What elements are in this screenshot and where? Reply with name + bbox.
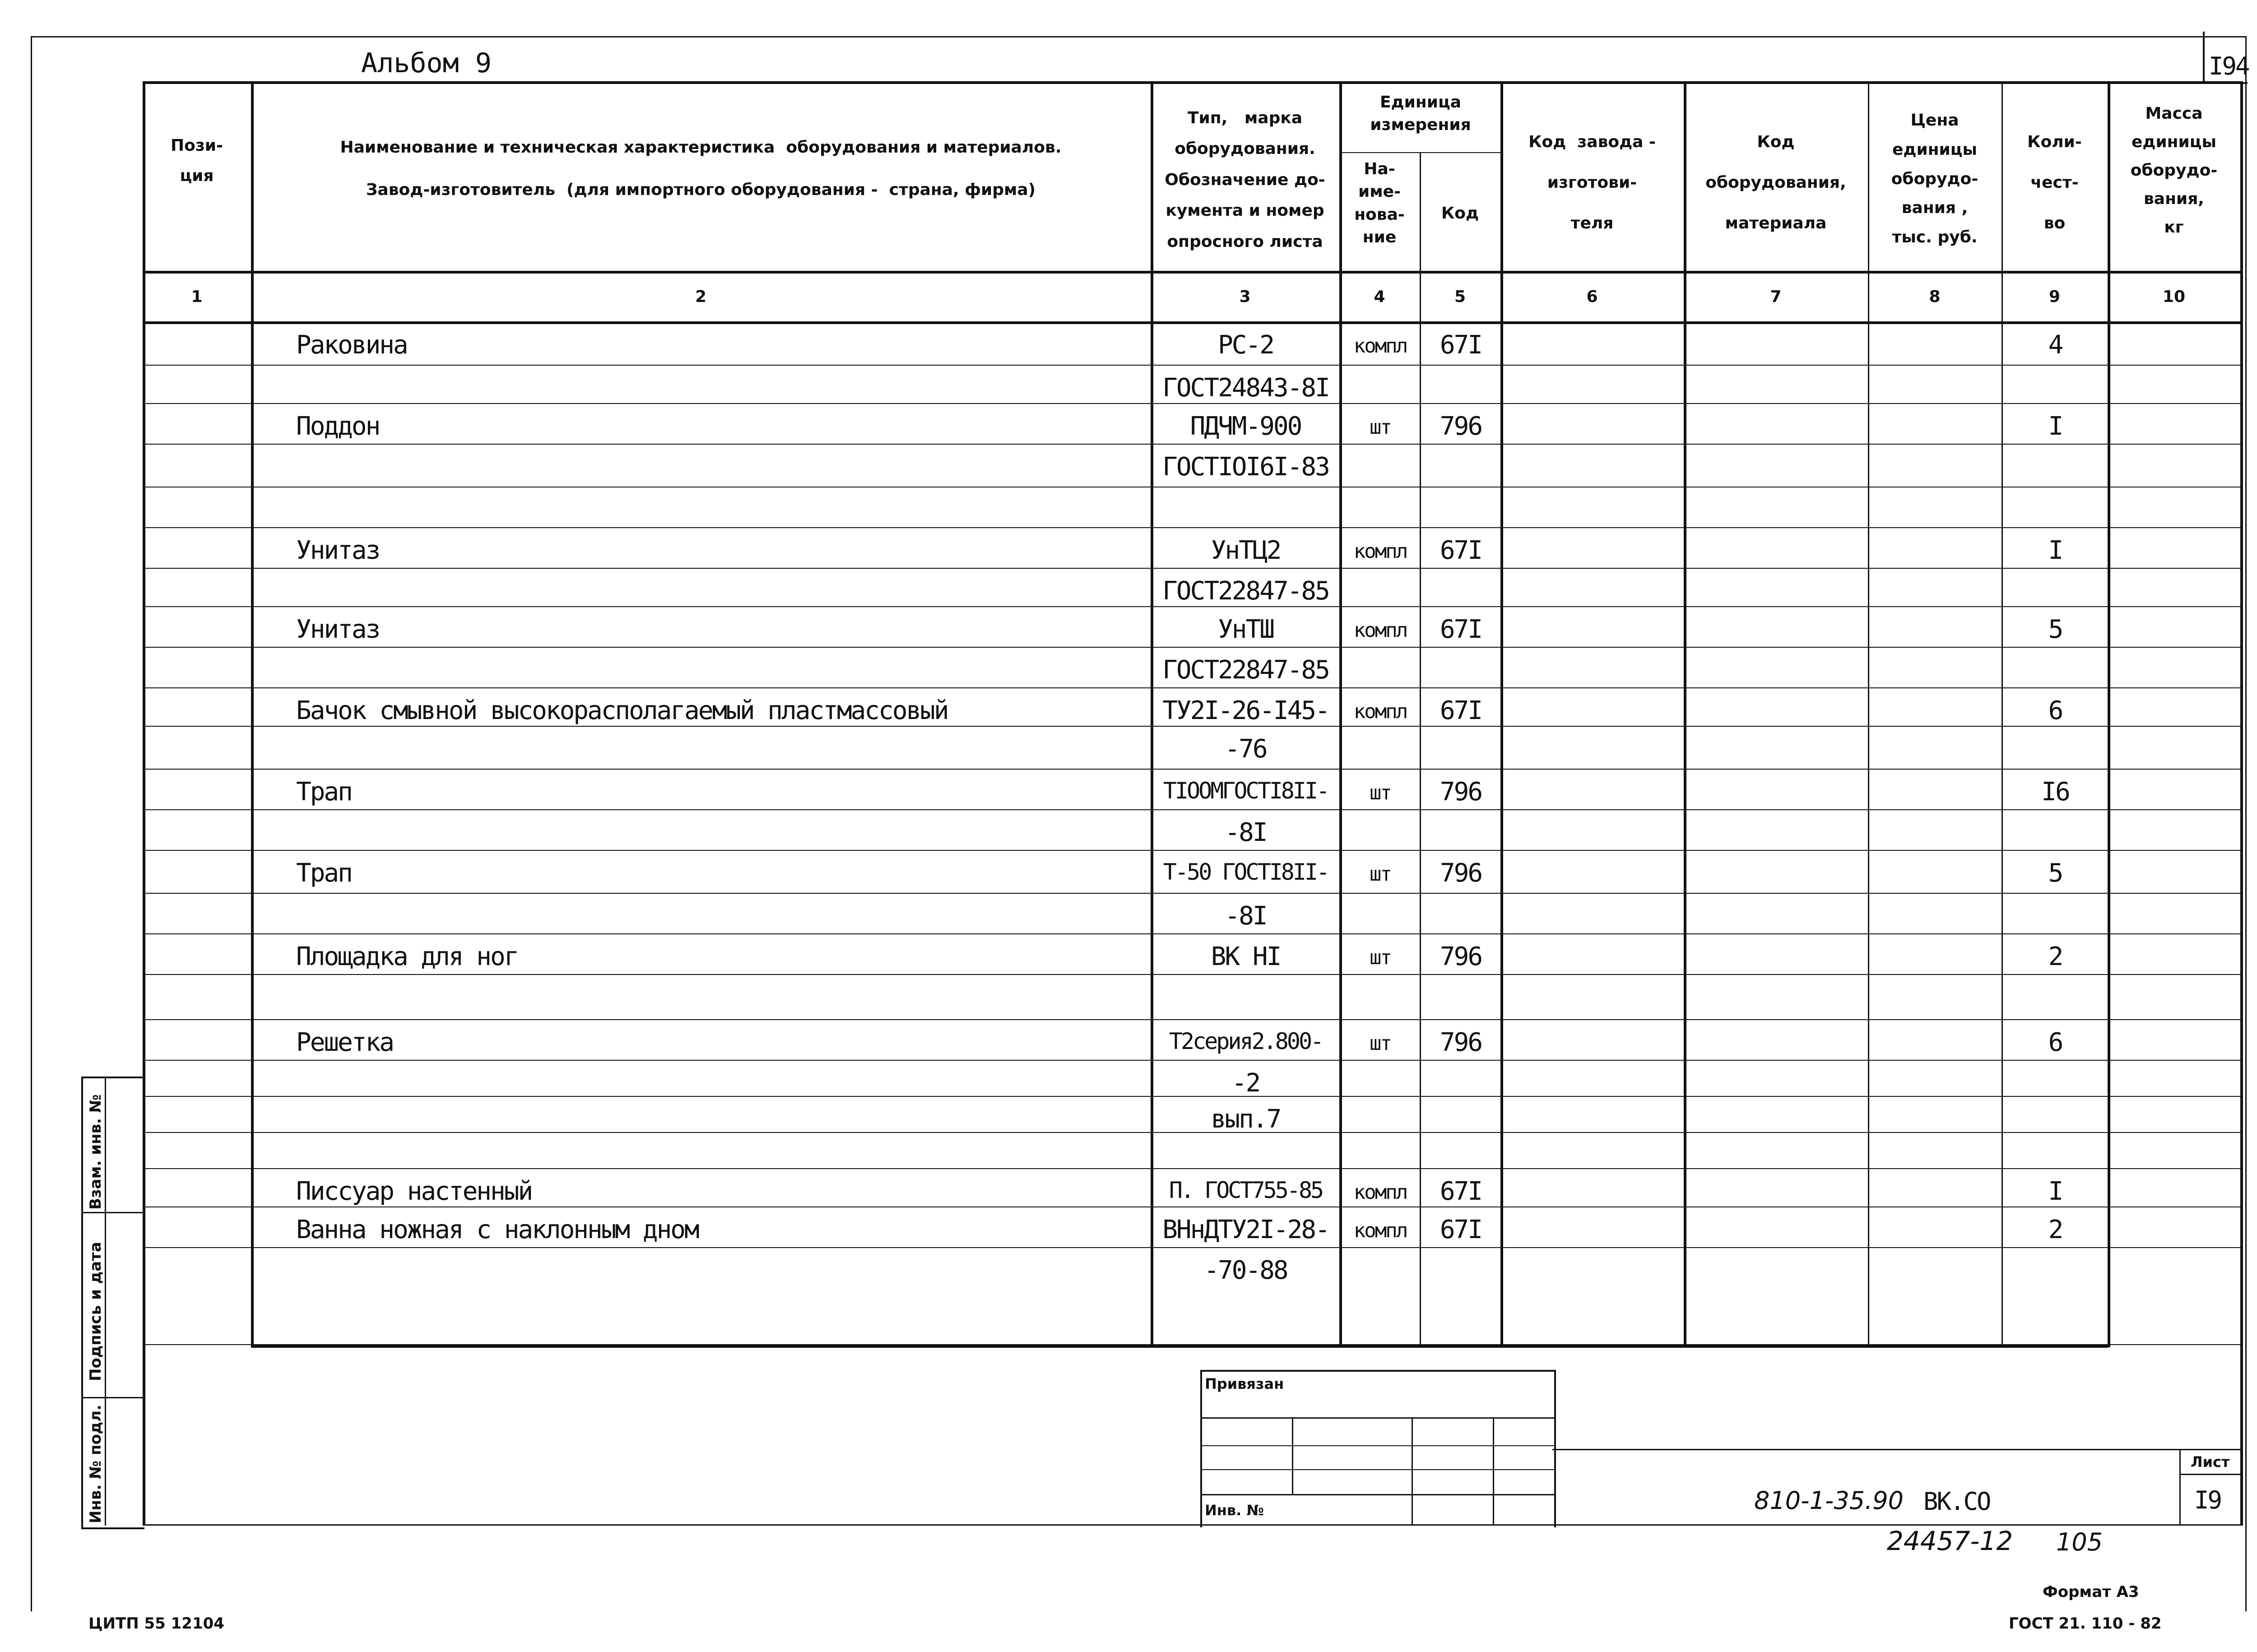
frame-top bbox=[31, 36, 2247, 37]
privyazan-line-4 bbox=[1200, 1494, 1554, 1495]
cell-name: Бачок смывной высокорасполагаемый пластмассовый bbox=[296, 696, 948, 725]
cell-type: -8I bbox=[1225, 818, 1267, 847]
album-title: Альбом 9 bbox=[361, 47, 492, 79]
cell-qty: I6 bbox=[2041, 777, 2069, 807]
cell-type: РС-2 bbox=[1218, 330, 1273, 360]
col-num-7: 7 bbox=[1770, 288, 1782, 306]
document-designation: 810-1-35.90 bbox=[1754, 1486, 1904, 1515]
cell-name: Поддон bbox=[296, 412, 380, 441]
side-stamp-line-1 bbox=[81, 1212, 143, 1213]
header-type: Тип, марка оборудования. Обозначение до- кумента и номер опросного листа bbox=[1165, 109, 1325, 251]
cell-qty: I bbox=[2048, 536, 2062, 565]
cell-type: П. ГОСТ755-85 bbox=[1169, 1177, 1323, 1203]
cell-code: 67I bbox=[1440, 1177, 1482, 1206]
cell-type: -76 bbox=[1225, 734, 1267, 764]
cell-type: вып.7 bbox=[1211, 1104, 1281, 1134]
table-row bbox=[143, 810, 2242, 851]
cell-qty: I bbox=[2048, 1177, 2062, 1206]
cell-name: Трап bbox=[296, 777, 352, 807]
cell-unit: шт bbox=[1370, 1032, 1391, 1055]
sheet-label: Лист bbox=[2191, 1453, 2230, 1471]
privyazan-line-2 bbox=[1200, 1445, 1554, 1446]
cell-code: 67I bbox=[1440, 615, 1482, 644]
cell-type: ПДЧМ-900 bbox=[1190, 412, 1301, 441]
header-bottom-line bbox=[143, 271, 2242, 274]
row-line bbox=[143, 1344, 2242, 1345]
col-num-9: 9 bbox=[2048, 288, 2061, 306]
cell-qty: 6 bbox=[2048, 1028, 2062, 1057]
col-num-8: 8 bbox=[1929, 288, 1941, 306]
header-equipment-code: Код оборудования, материала bbox=[1705, 133, 1846, 232]
cell-type: Т2серия2.800- bbox=[1169, 1028, 1323, 1054]
privyazan-col-3 bbox=[1493, 1417, 1494, 1526]
cell-name: Раковина bbox=[296, 330, 407, 360]
cell-unit: шт bbox=[1370, 946, 1391, 969]
col-num-10: 10 bbox=[2162, 288, 2186, 306]
cell-code: 67I bbox=[1440, 536, 1482, 565]
footer-format: Формат А3 bbox=[2043, 1583, 2139, 1601]
cell-type: Т-50 ГОСТI8II- bbox=[1163, 859, 1328, 885]
cell-code: 796 bbox=[1440, 777, 1482, 807]
handwritten-page: 105 bbox=[2056, 1528, 2103, 1556]
col-num-5: 5 bbox=[1454, 288, 1466, 306]
cell-name: Писсуар настенный bbox=[296, 1177, 532, 1206]
cell-unit: компл bbox=[1353, 334, 1407, 357]
cell-type: ГОСТ24843-8I bbox=[1162, 373, 1329, 403]
cell-qty: 6 bbox=[2048, 696, 2062, 725]
cell-name: Ванна ножная с наклонным дном bbox=[296, 1215, 698, 1244]
cell-type: ТУ2I-26-I45- bbox=[1162, 696, 1329, 725]
table-row bbox=[143, 770, 2242, 810]
cell-code: 796 bbox=[1440, 942, 1482, 971]
cell-qty: I bbox=[2048, 412, 2062, 441]
cell-code: 796 bbox=[1440, 412, 1482, 441]
table-row bbox=[143, 445, 2242, 487]
table-row bbox=[143, 404, 2242, 445]
table-row bbox=[143, 1133, 2242, 1169]
header-name: Наименование и техническая характеристика оборудования и материалов. Завод-изготовитель (для импортного оборудования - страна, фирма) bbox=[340, 138, 1062, 199]
handwritten-number: 24457-12 bbox=[1887, 1526, 2013, 1556]
cell-type: -8I bbox=[1225, 901, 1267, 931]
page-number: I94 bbox=[2209, 52, 2249, 80]
title-block-top bbox=[1552, 1449, 2242, 1450]
table-row bbox=[143, 934, 2242, 975]
cell-type: ВНнДТУ2I-28- bbox=[1162, 1215, 1329, 1244]
cell-type: -70-88 bbox=[1204, 1256, 1287, 1285]
cell-unit: компл bbox=[1353, 619, 1407, 642]
sheet-number: I9 bbox=[2194, 1486, 2221, 1514]
table-row bbox=[143, 688, 2242, 727]
cell-type: ВК HI bbox=[1211, 942, 1281, 971]
privyazan-col-2 bbox=[1412, 1417, 1413, 1526]
privyazan-line-3 bbox=[1200, 1469, 1554, 1470]
table-row bbox=[143, 569, 2242, 607]
cell-qty: 5 bbox=[2048, 615, 2062, 644]
spec-table bbox=[143, 81, 2242, 1526]
col-num-4: 4 bbox=[1374, 288, 1385, 306]
cell-type: -2 bbox=[1231, 1068, 1260, 1098]
cell-name: Площадка для ног bbox=[296, 942, 518, 971]
cell-type: TIOOMГОСТI8II- bbox=[1163, 778, 1328, 804]
table-row bbox=[143, 607, 2242, 648]
cell-type: ГОСТIОI6I-83 bbox=[1162, 452, 1329, 482]
cell-code: 796 bbox=[1440, 1028, 1482, 1057]
cell-name: Унитаз bbox=[296, 615, 380, 644]
table-row bbox=[143, 1169, 2242, 1207]
table-row bbox=[143, 894, 2242, 934]
cell-qty: 2 bbox=[2048, 1215, 2062, 1244]
cell-qty: 5 bbox=[2048, 858, 2062, 888]
cell-qty: 4 bbox=[2048, 330, 2062, 360]
privyazan-col-1 bbox=[1292, 1417, 1293, 1494]
cell-unit: компл bbox=[1353, 1219, 1407, 1242]
cell-code: 67I bbox=[1440, 696, 1482, 725]
cell-code: 67I bbox=[1440, 1215, 1482, 1244]
privyazan-label: Привязан bbox=[1205, 1375, 1284, 1392]
cell-name: Трап bbox=[296, 858, 352, 888]
table-top-line bbox=[143, 81, 2242, 84]
frame-right bbox=[2245, 36, 2247, 1611]
header-mass: Масса единицы оборудо- вания, кг bbox=[2130, 104, 2218, 237]
header-unit-name: На- име- нова- ние bbox=[1354, 160, 1405, 247]
table-row bbox=[143, 528, 2242, 569]
cell-qty: 2 bbox=[2048, 942, 2062, 971]
privyazan-line-1 bbox=[1200, 1417, 1554, 1419]
frame-left bbox=[31, 36, 32, 1611]
cell-name: Унитаз bbox=[296, 536, 380, 565]
table-row bbox=[143, 727, 2242, 770]
cell-type: ГОСТ22847-85 bbox=[1162, 655, 1329, 685]
side-label-replace: Взам. инв. № bbox=[87, 1094, 105, 1210]
header-unit-group: Единица измерения bbox=[1370, 93, 1471, 135]
document-type: ВК.СО bbox=[1923, 1487, 1990, 1516]
cell-unit: компл bbox=[1353, 700, 1407, 723]
table-row bbox=[143, 487, 2242, 528]
cell-type: ГОСТ22847-85 bbox=[1162, 576, 1329, 606]
cell-code: 67I bbox=[1440, 330, 1482, 360]
col-num-3: 3 bbox=[1239, 288, 1251, 306]
cell-unit: компл bbox=[1353, 540, 1407, 563]
side-label-inventory: Инв. № подл. bbox=[87, 1404, 105, 1523]
col-num-2: 2 bbox=[695, 288, 707, 306]
table-row bbox=[143, 1248, 2242, 1345]
table-row bbox=[143, 851, 2242, 894]
side-stamp-line-2 bbox=[81, 1397, 143, 1398]
cell-unit: шт bbox=[1370, 416, 1391, 439]
header-factory-code: Код завода - изготови- теля bbox=[1528, 133, 1656, 232]
side-label-signature: Подпись и дата bbox=[87, 1242, 105, 1381]
table-row bbox=[143, 648, 2242, 688]
header-price: Цена единицы оборудо- вания , тыс. руб. bbox=[1891, 111, 1978, 247]
table-row bbox=[143, 366, 2242, 404]
cell-type: УнТШ bbox=[1218, 615, 1273, 644]
table-row bbox=[143, 1207, 2242, 1248]
inv-no-label: Инв. № bbox=[1205, 1502, 1264, 1519]
cell-type: УнТЦ2 bbox=[1211, 536, 1281, 565]
header-quantity: Коли- чест- во bbox=[2027, 133, 2082, 232]
cell-code: 796 bbox=[1440, 858, 1482, 888]
cell-unit: шт bbox=[1370, 781, 1391, 804]
footer-gost: ГОСТ 21. 110 - 82 bbox=[2009, 1615, 2162, 1633]
col-num-1: 1 bbox=[191, 288, 203, 306]
cell-name: Решетка bbox=[296, 1028, 394, 1057]
data-block-bottom bbox=[251, 1345, 2108, 1348]
table-row bbox=[143, 1061, 2242, 1097]
table-body bbox=[143, 323, 2242, 1345]
cell-unit: шт bbox=[1370, 863, 1391, 886]
table-row bbox=[143, 1097, 2242, 1133]
side-stamp-divider bbox=[105, 1077, 106, 1526]
table-row bbox=[143, 1020, 2242, 1061]
table-row bbox=[143, 323, 2242, 366]
header-position: Пози- ция bbox=[171, 136, 223, 185]
table-row bbox=[143, 975, 2242, 1020]
col-num-6: 6 bbox=[1586, 288, 1598, 306]
header-unit-code: Код bbox=[1441, 204, 1479, 223]
cell-unit: компл bbox=[1353, 1181, 1407, 1204]
footer-left: ЦИТП 55 12104 bbox=[88, 1615, 224, 1633]
sheet-divider bbox=[2179, 1474, 2242, 1475]
